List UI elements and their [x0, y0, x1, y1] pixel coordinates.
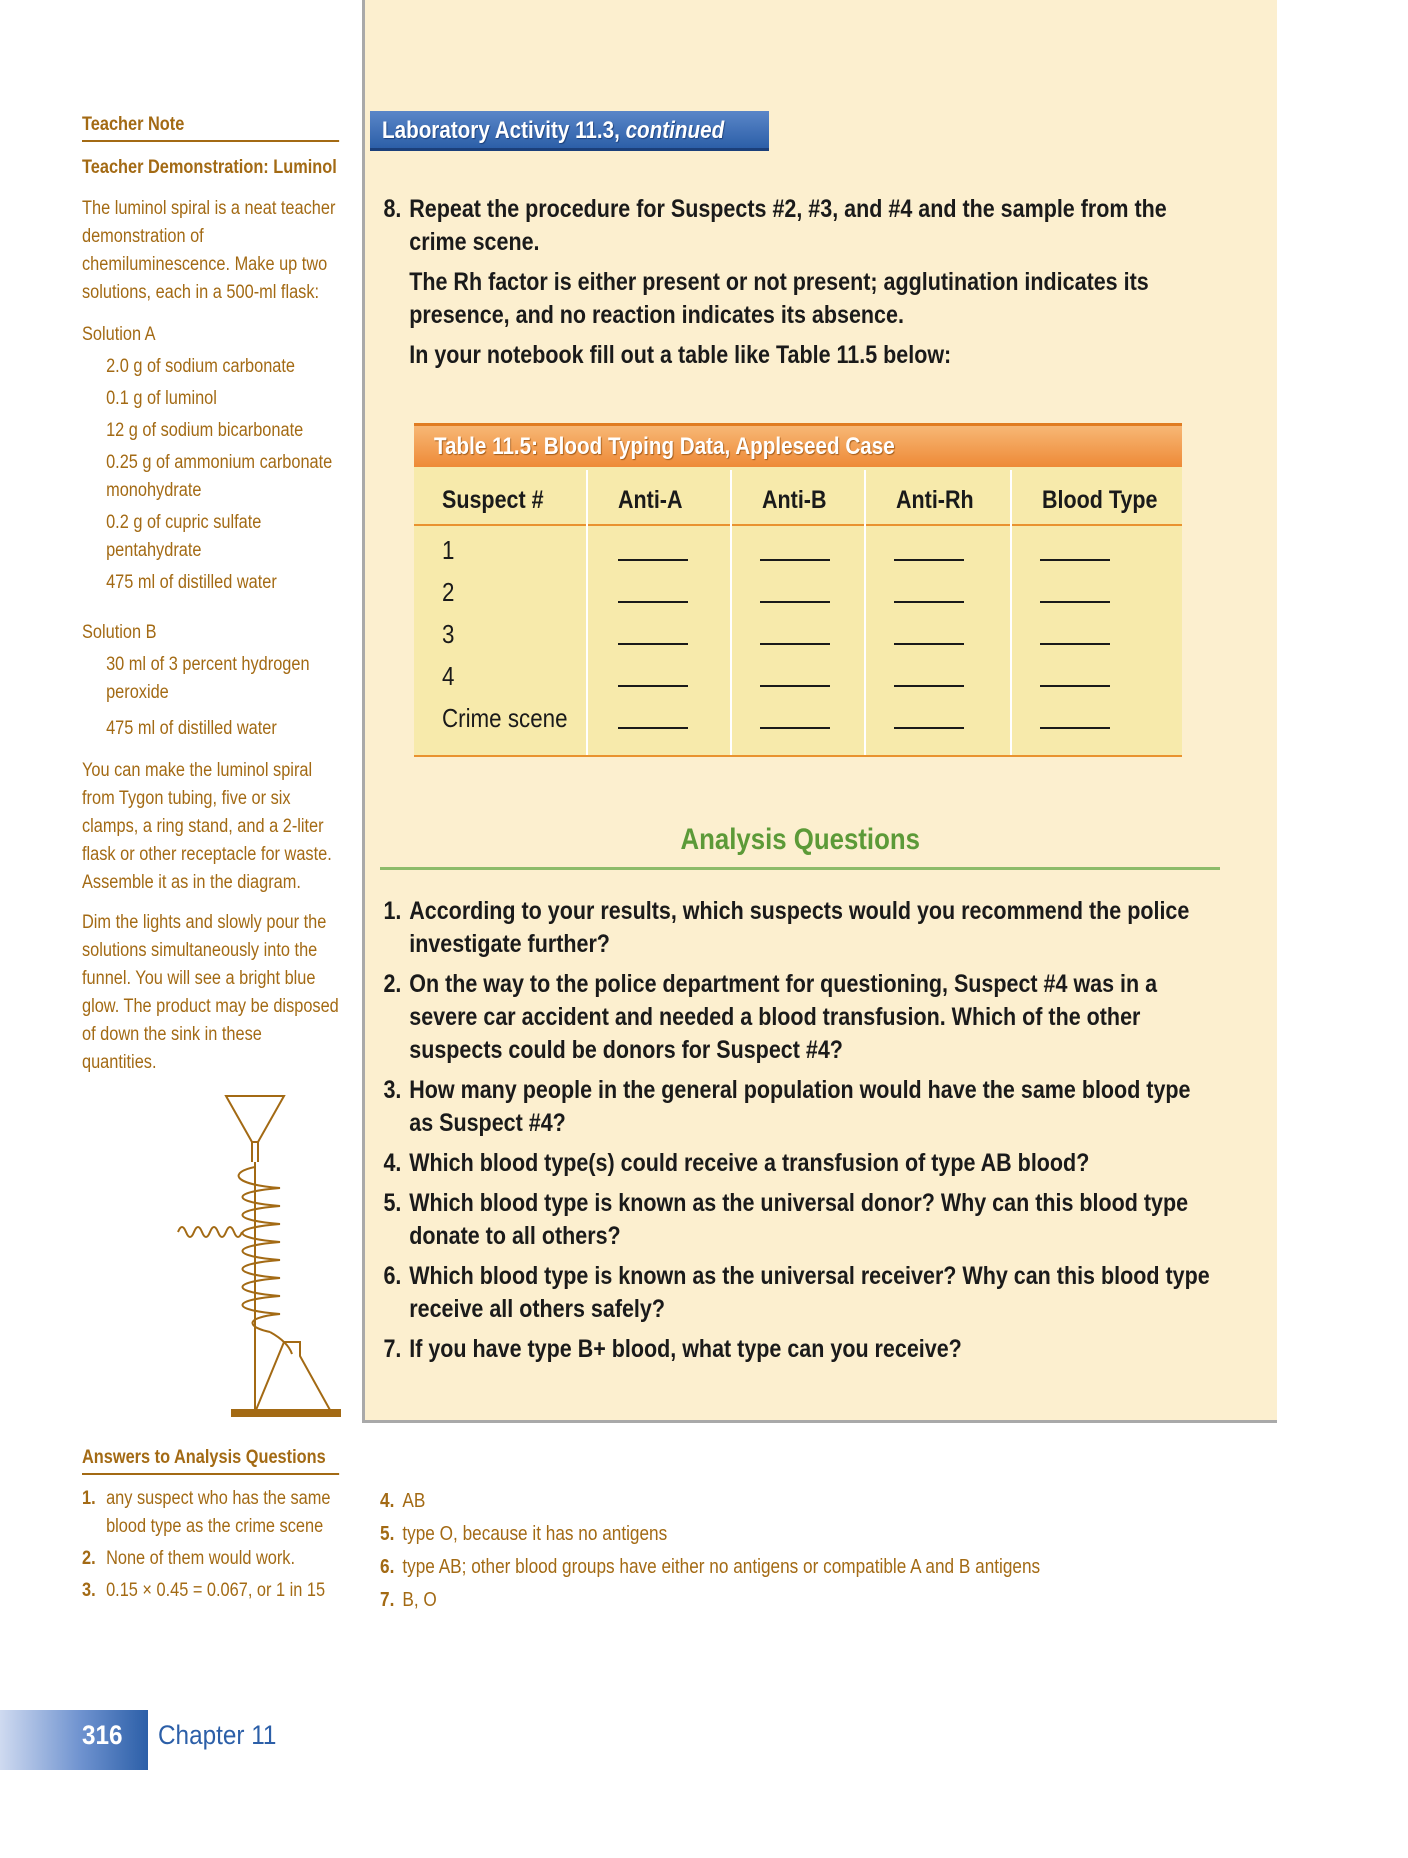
header-blood-type: Blood Type — [1042, 486, 1158, 514]
blank-line — [760, 559, 830, 561]
list-item: 475 ml of distilled water — [106, 718, 277, 739]
list-item: 2.0 g of sodium carbonate — [106, 356, 296, 377]
blank-line — [618, 643, 688, 645]
list-item — [380, 1584, 1218, 1617]
question-number: 6. — [383, 1262, 402, 1290]
page-number: 316 — [82, 1720, 123, 1750]
question-number: 1. — [383, 897, 402, 925]
question-text: Which blood type(s) could receive a transfusion of type AB blood? — [409, 1149, 1090, 1177]
blank-line — [894, 685, 964, 687]
question-text: On the way to the police department for questioning, Suspect #4 was in a severe car accident and needed a blood transfusion. Which of the other suspects could be donors for Suspect #4? — [409, 970, 1158, 1064]
blank-line — [760, 727, 830, 729]
step-8-instruction — [380, 193, 1218, 259]
suspect-cell: 3 — [442, 619, 455, 649]
answer-text: type AB; other blood groups have either no antigens or compatible A and B antigens — [402, 1556, 1041, 1578]
list-item: 475 ml of distilled water — [106, 572, 277, 593]
answer-number: 6. — [380, 1556, 395, 1578]
question-number: 5. — [383, 1189, 402, 1217]
list-item — [380, 895, 1218, 961]
list-item — [380, 1187, 1218, 1253]
answer-text: type O, because it has no antigens — [402, 1523, 668, 1545]
list-item — [82, 1577, 339, 1605]
demo-intro: The luminol spiral is a neat teacher demonstration of chemiluminescence. Make up two solutions, each in a 500-ml flask: — [82, 198, 336, 303]
analysis-questions-title: Analysis Questions — [680, 823, 920, 856]
header-anti-a: Anti-A — [618, 486, 683, 514]
teacher-note-heading: Teacher Note — [82, 114, 339, 142]
answer-number: 7. — [380, 1589, 395, 1611]
blank-line — [1040, 643, 1110, 645]
question-number: 4. — [383, 1149, 402, 1177]
blank-line — [760, 643, 830, 645]
answer-number: 4. — [380, 1490, 395, 1512]
question-text: Which blood type is known as the universal receiver? Why can this blood type receive all others safely? — [409, 1262, 1210, 1323]
header-anti-b: Anti-B — [762, 486, 827, 514]
list-item — [380, 1485, 1218, 1518]
table-row — [414, 531, 1182, 574]
solution-a-label: Solution A — [82, 324, 156, 345]
table-header-row — [414, 470, 1182, 526]
lab-activity-header — [370, 111, 769, 151]
table-row — [414, 573, 1182, 616]
answer-text: B, O — [402, 1589, 437, 1611]
blank-line — [760, 601, 830, 603]
question-text: How many people in the general population would have the same blood type as Suspect #4? — [409, 1076, 1191, 1137]
suspect-cell: Crime scene — [442, 703, 568, 733]
procedure-text: Dim the lights and slowly pour the solutions simultaneously into the funnel. You will see a bright blue glow. The product may be disposed of down the sink in these quantities. — [82, 912, 339, 1073]
blank-line — [618, 559, 688, 561]
list-item: 12 g of sodium bicarbonate — [106, 420, 304, 441]
analysis-divider — [380, 867, 1220, 870]
step-number: 8. — [383, 195, 402, 223]
blood-typing-table — [414, 423, 1182, 757]
demo-heading: Teacher Demonstration: Luminol — [82, 157, 337, 178]
solution-a-list — [82, 353, 340, 597]
lab-activity-title: Laboratory Activity 11.3, — [382, 117, 626, 144]
answer-number: 1. — [82, 1488, 96, 1509]
question-text: Which blood type is known as the universal donor? Why can this blood type donate to all others? — [409, 1189, 1189, 1250]
suspect-cell: 1 — [442, 535, 455, 565]
answer-text: 0.15 × 0.45 = 0.067, or 1 in 15 — [106, 1580, 326, 1601]
question-number: 7. — [383, 1335, 402, 1363]
blank-line — [894, 559, 964, 561]
table-title: Table 11.5: Blood Typing Data, Appleseed Case — [414, 423, 1182, 467]
list-item — [82, 1545, 339, 1573]
blank-line — [1040, 727, 1110, 729]
table-row — [414, 657, 1182, 700]
analysis-questions-list — [380, 895, 1220, 1366]
blank-line — [894, 643, 964, 645]
rh-factor-text: The Rh factor is either present or not present; agglutination indicates its presence, and no reaction indicates its absence. — [409, 268, 1149, 329]
table-bottom-rule — [414, 755, 1182, 757]
blank-line — [894, 601, 964, 603]
list-item — [380, 1518, 1218, 1551]
answer-text: None of them would work. — [106, 1548, 295, 1569]
question-number: 2. — [383, 970, 402, 998]
answers-continued — [380, 1485, 1220, 1617]
header-anti-rh: Anti-Rh — [896, 486, 974, 514]
list-item — [380, 1260, 1218, 1326]
blank-line — [1040, 601, 1110, 603]
list-item: 0.1 g of luminol — [106, 388, 217, 409]
question-text: According to your results, which suspects would you recommend the police investigate further? — [409, 897, 1190, 958]
answer-number: 2. — [82, 1548, 96, 1569]
list-item — [380, 1333, 1218, 1366]
table-row — [414, 699, 1182, 742]
list-item — [82, 1485, 339, 1541]
blank-line — [894, 727, 964, 729]
blank-line — [618, 727, 688, 729]
suspect-cell: 2 — [442, 577, 455, 607]
answers-heading: Answers to Analysis Questions — [82, 1447, 339, 1475]
question-text: If you have type B+ blood, what type can you receive? — [409, 1335, 962, 1363]
list-item — [380, 968, 1218, 1067]
step-text: Repeat the procedure for Suspects #2, #3, and #4 and the sample from the crime scene. — [409, 195, 1167, 256]
blank-line — [618, 601, 688, 603]
blank-line — [1040, 559, 1110, 561]
blank-line — [760, 685, 830, 687]
question-number: 3. — [383, 1076, 402, 1104]
answers-list — [82, 1485, 340, 1605]
suspect-cell: 4 — [442, 661, 455, 691]
answer-number: 5. — [380, 1523, 395, 1545]
solution-b-label: Solution B — [82, 622, 157, 643]
luminol-spiral-diagram — [160, 1092, 350, 1422]
answer-text: any suspect who has the same blood type as the crime scene — [106, 1488, 331, 1537]
list-item: 30 ml of 3 percent hydrogen peroxide — [106, 654, 310, 703]
list-item: 0.25 g of ammonium carbonate monohydrate — [106, 452, 333, 501]
assembly-text: You can make the luminol spiral from Tygon tubing, five or six clamps, a ring stand, and a 2-liter flask or other receptacle for waste. Assemble it as in the diagram. — [82, 760, 332, 893]
answer-number: 3. — [82, 1580, 96, 1601]
blank-line — [1040, 685, 1110, 687]
continued-label: continued — [625, 117, 725, 144]
header-suspect: Suspect # — [442, 486, 544, 514]
solution-b-list — [82, 651, 340, 743]
chapter-label: Chapter 11 — [158, 1720, 277, 1750]
blank-line — [618, 685, 688, 687]
list-item — [380, 1074, 1218, 1140]
list-item — [380, 1147, 1218, 1180]
list-item — [380, 1551, 1218, 1584]
table-row — [414, 615, 1182, 658]
list-item: 0.2 g of cupric sulfate pentahydrate — [106, 512, 262, 561]
answer-text: AB — [402, 1490, 426, 1512]
step-8 — [380, 193, 1220, 372]
table-intro-text: In your notebook fill out a table like Table 11.5 below: — [409, 341, 952, 369]
